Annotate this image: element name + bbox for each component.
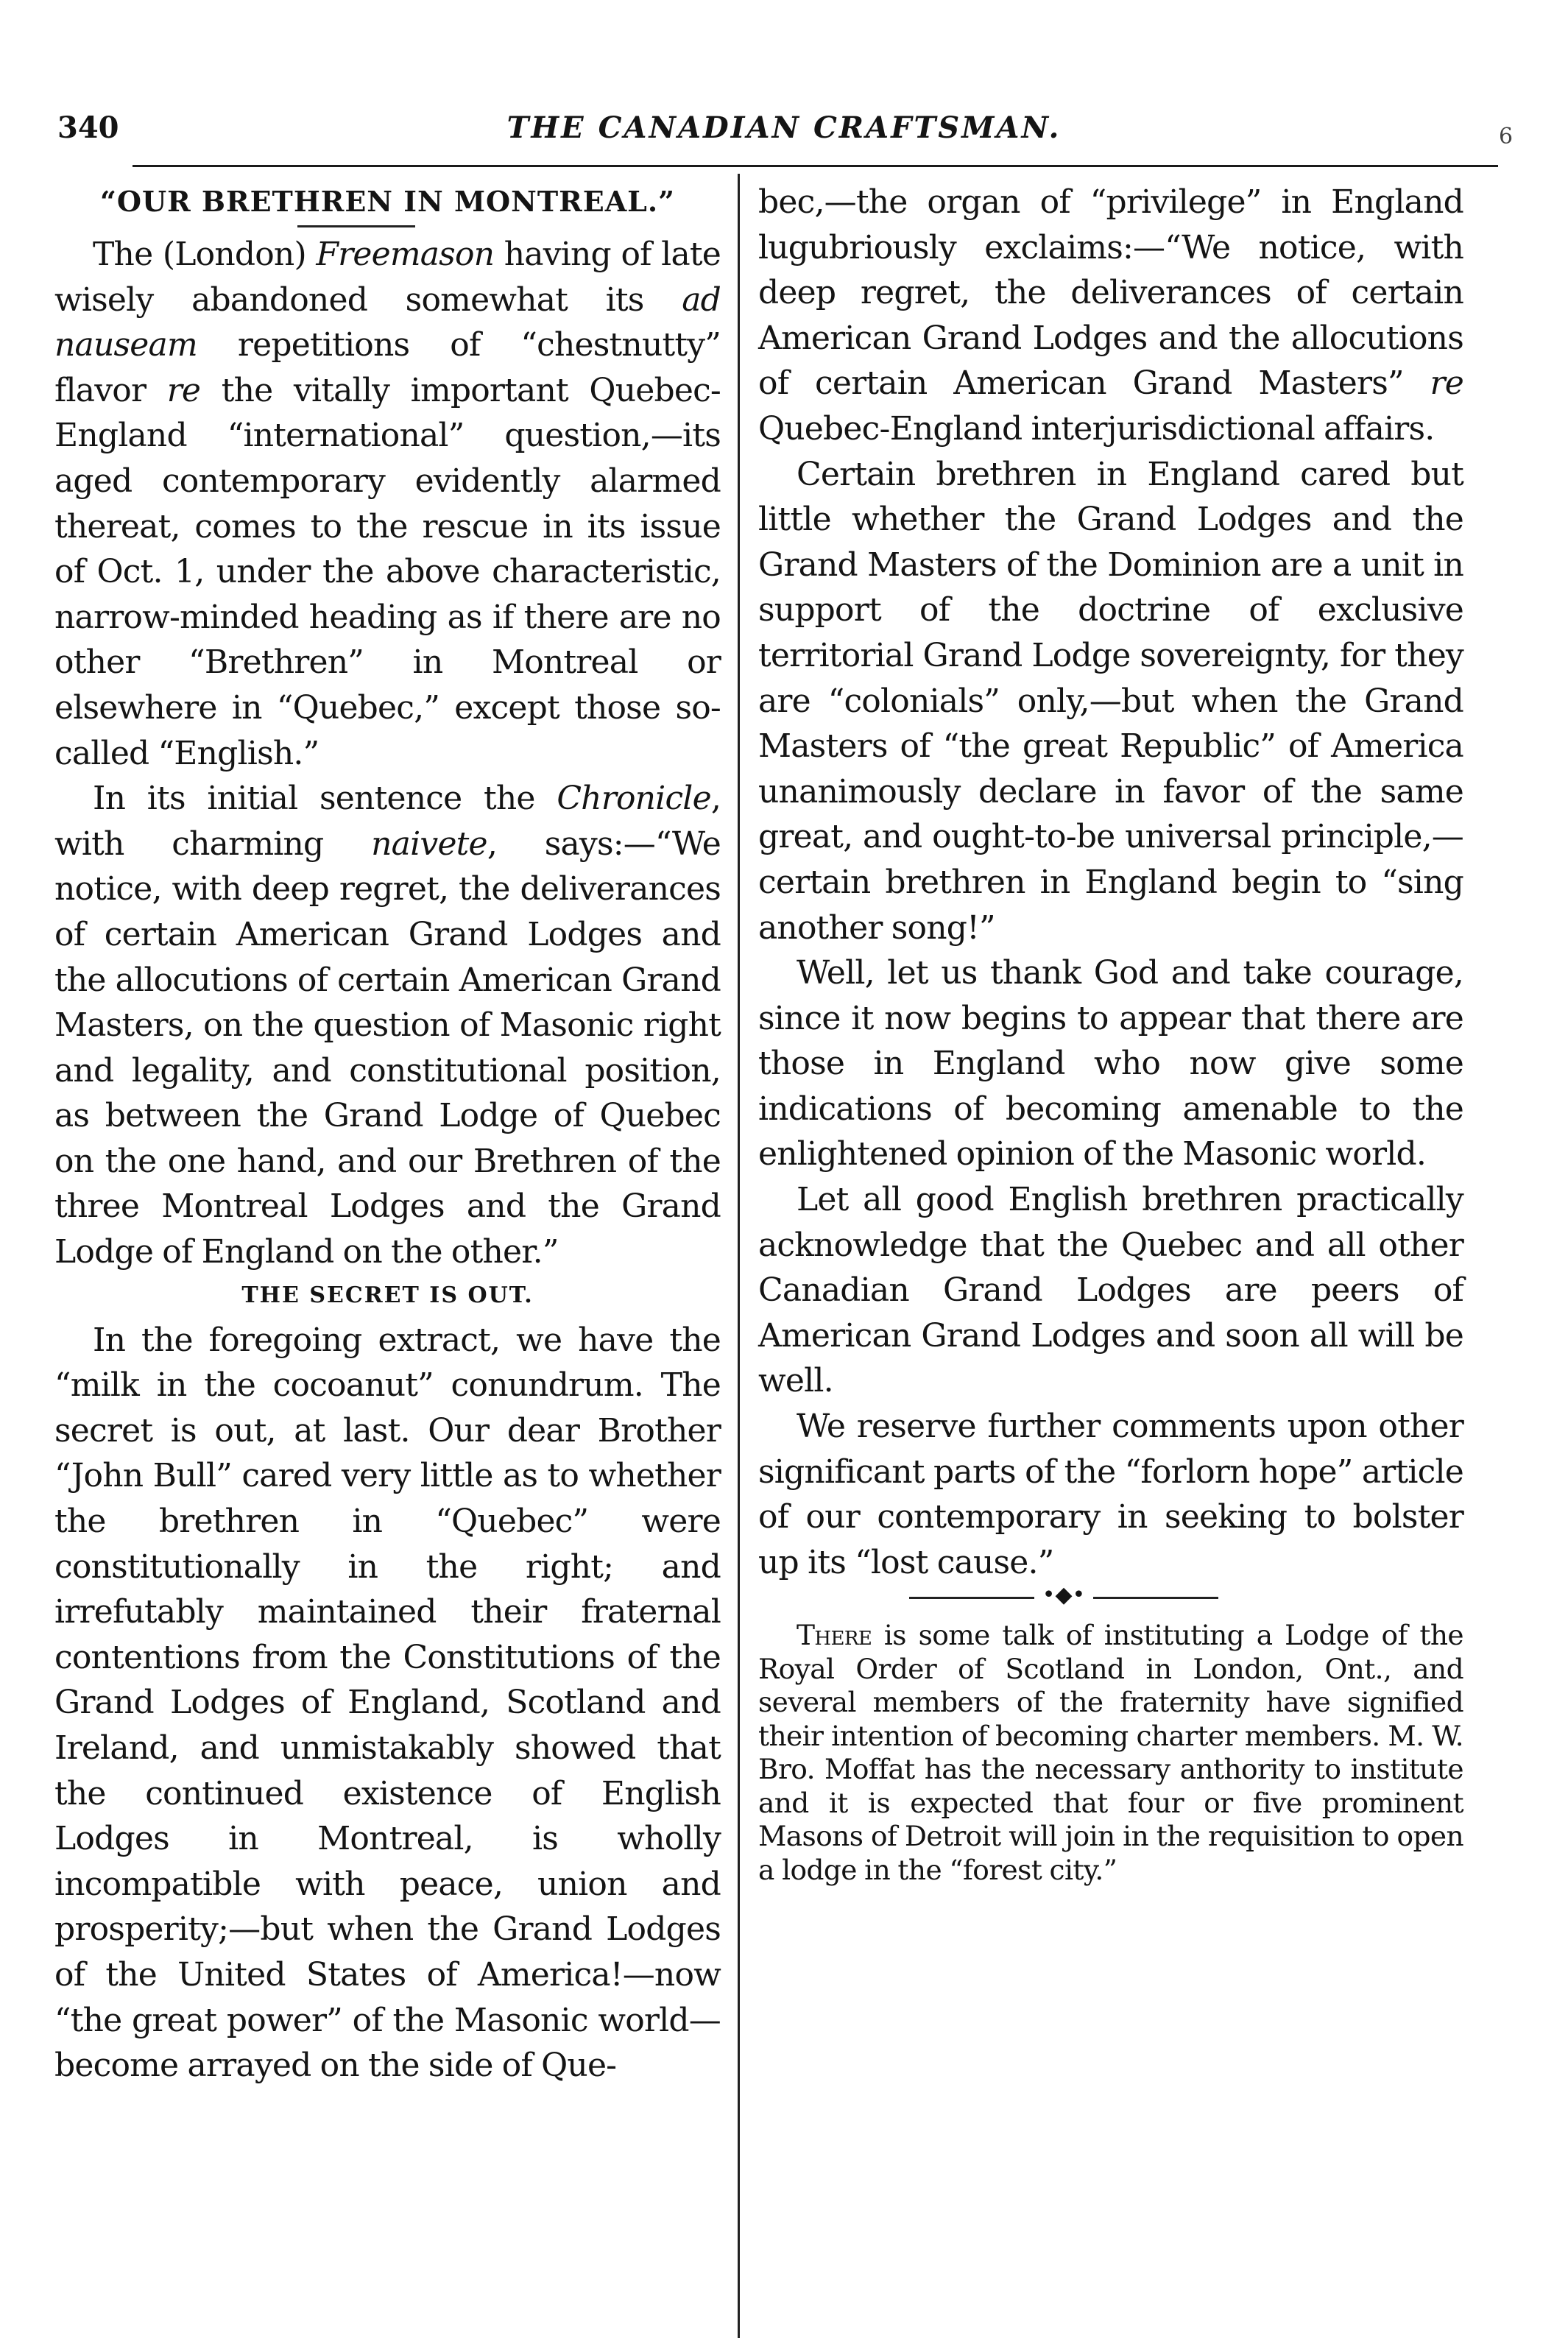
p2-text-e: , says:—“We notice, with deep regret, the deliverances of certain American Grand Lodges and the allocutions of certain American Grand Masters, on the question of Masonic right and legality, and constitutional position, as between the Grand Lodge of Quebec on the one hand, and our Brethren of the three Montreal Lodges and the Grand Lodge of England on the other.” (54, 825, 721, 1271)
p4-text-a: bec,—the organ of “privilege” in England lugubriously exclaims:—“We notice, with deep regret, the deliverances of certain American Grand Lodges and the allocutions of certain American Grand Masters” (758, 183, 1463, 403)
p1-text-c: having of late wisely abandoned somewhat its (54, 236, 721, 319)
paragraph-5: Certain brethren in England cared but little whether the Grand Lodges and the Grand Masters of the Dominion are a unit in support of the doctrine of exclusive territorial Grand Lodge sovereignty, for they are “colonials” only,—but when the Grand Masters of “the great Republic” of America unanimously declare in favor of the same great, and ought-to-be universal principle,—certain brethren in England begin to “sing another song!” (758, 455, 1463, 947)
p4-text-c: Quebec-England interjurisdictional affairs. (758, 409, 1435, 448)
p2-text-a: In its initial sentence the (93, 780, 557, 818)
p2-chronicle-italic: Chronicle (557, 780, 711, 818)
paragraph-7: Let all good English brethren practically acknowledge that the Quebec and all other Canadian Grand Lodges are peers of American Grand Lodges and soon all will be well. (758, 1181, 1463, 1400)
left-column (54, 180, 721, 2089)
title-rule (297, 225, 415, 227)
p1-text-g: the vitally important Quebec-England “international” question,—its aged contemporary evidently alarmed thereat, comes to the rescue in its issue of Oct. 1, under the above characteristic, narrow-minded heading as if there are no other “Brethren” in Montreal or elsewhere in “Quebec,” except those so-called “English.” (54, 371, 721, 772)
paragraph-8: We reserve further comments upon other significant parts of the “forlorn hope” article of our contemporary in seeking to bolster up its “lost cause.” (758, 1408, 1463, 1581)
paragraph-3: In the foregoing extract, we have the “milk in the cocoanut” conundrum. The secret is out, at last. Our dear Brother “John Bull” cared very little as to whether the brethren in “Quebec” were constitutionally in the right; and irrefutably maintained their fraternal contentions from the Constitutions of the Grand Lodges of England, Scotland and Ireland, and unmistakably showed that the continued existence of English Lodges in Montreal, is wholly incompatible with peace, union and prosperity;—but when the Grand Lodges of the United States of America!—now “the great power” of the Masonic world—become arrayed on the side of Que- (54, 1321, 721, 2085)
p1-text-e: repetitions of “chestnutty” flavor (54, 326, 721, 409)
subheading: THE SECRET IS OUT. (241, 1282, 534, 1308)
p2-naivete-italic: naivete (371, 825, 487, 863)
paragraph-1 (54, 232, 721, 776)
running-title: THE CANADIAN CRAFTSMAN. (506, 110, 1062, 145)
p2-text-c: , with charming (54, 780, 721, 863)
paragraph-6: Well, let us thank God and take courage, since it now begins to appear that there are those in England who now give some indications of becoming amenable to the enlightened opinion of the Masonic world. (758, 954, 1463, 1173)
note-body: is some talk of instituting a Lodge of the Royal Order of Scotland in London, Ont., and several members of the fraternity have signified their intention of becoming charter members. M. W. Bro. Moffat has the necessary anthority to institute and it is expected that four or five prominent Masons of Detroit will join in the requisition to open a lodge in the “forest city.” (758, 1619, 1463, 1886)
header-rule (133, 165, 1498, 167)
p1-ad-nauseam-italic: ad nauseam (54, 280, 721, 364)
p1-text-a: The (London) (93, 236, 317, 273)
paragraph-2 (54, 776, 721, 1275)
right-column (758, 180, 1463, 1887)
paragraph-4 (758, 180, 1463, 452)
note-lead-word: There (797, 1619, 872, 1652)
p1-freemason-italic: Freemason (316, 236, 495, 273)
news-note (758, 1619, 1463, 1887)
column-divider (738, 174, 740, 2338)
corner-mark: 6 (1499, 124, 1514, 149)
separator-ornament-icon: •◆• (1034, 1582, 1093, 1608)
p1-re-italic: re (166, 371, 201, 409)
page-number: 340 (57, 110, 119, 145)
p4-re-italic: re (1430, 364, 1463, 403)
article-title: “OUR BRETHREN IN MONTREAL.” (99, 185, 675, 218)
section-separator (758, 1582, 1463, 1612)
